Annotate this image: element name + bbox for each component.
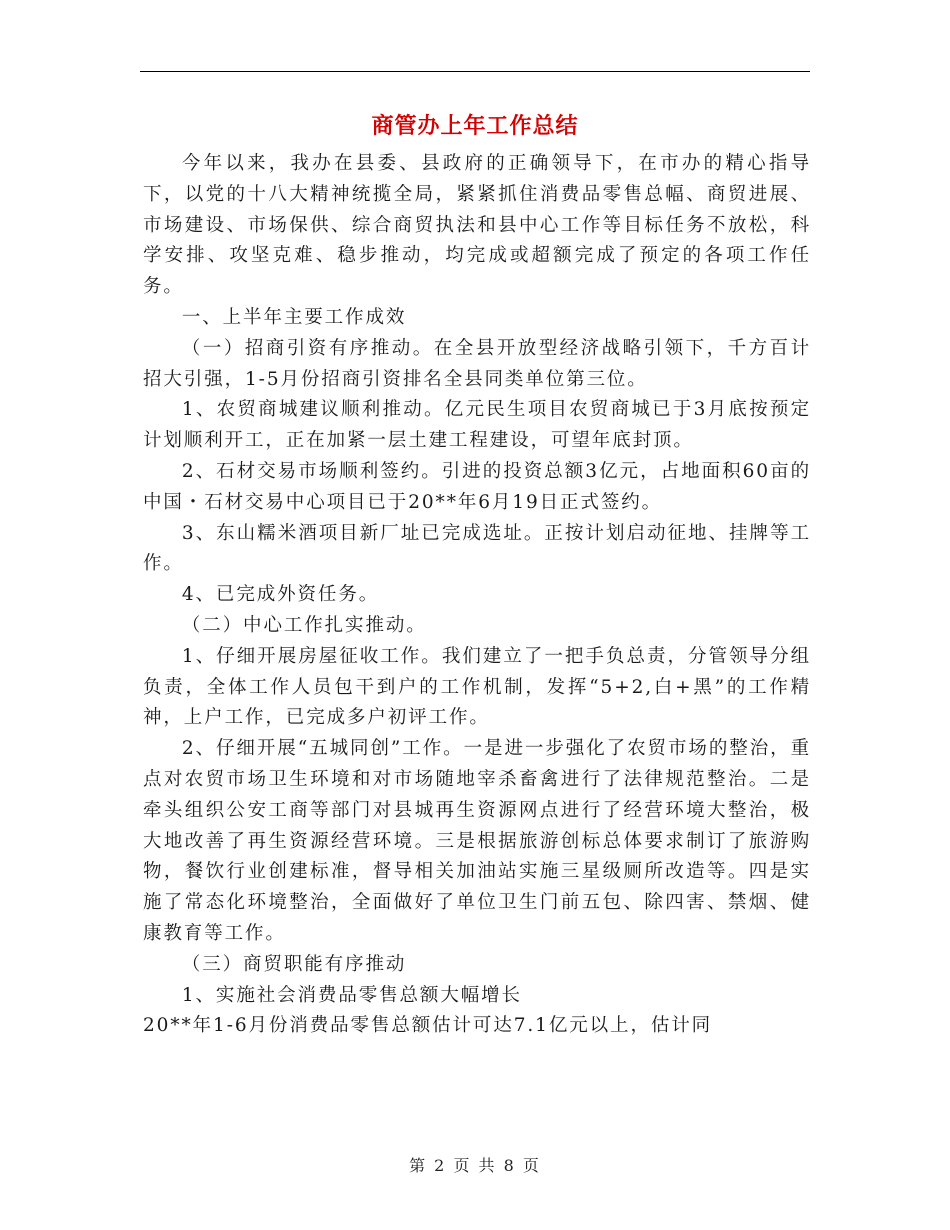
list-item-five-cities: 2、仔细开展“五城同创”工作。一是进一步强化了农贸市场的整治，重点对农贸市场卫生环境和对市场随地宰杀畜禽进行了法律规范整治。二是牵头组织公安工商等部门对县城再生资源网点进行了经营环境大整治，极大地改善了再生资源经营环境。三是根据旅游创标总体要求制订了旅游购物，餐饮行业创建标准，督导相关加油站实施三星级厕所改造等。四是实施了常态化环境整治，全面做好了单位卫生门前五包、除四害、禁烟、健康教育等工作。 <box>143 738 811 944</box>
subsection-heading-commerce: （三）商贸职能有序推动 <box>181 953 407 975</box>
header-rule <box>140 71 810 72</box>
list-item-foreign-capital: 4、已完成外资任务。 <box>181 584 380 606</box>
list-item-housing-expropriation: 1、仔细开展房屋征收工作。我们建立了一把手负总责，分管领导分组负责，全体工作人员包干到户的工作机制，发挥“5+2,白+黑”的工作精神，上户工作，已完成多户初评工作。 <box>143 645 811 729</box>
list-item-agri-mall: 1、农贸商城建议顺利推动。亿元民生项目农贸商城已于3月底按预定计划顺利开工，正在加紧一层土建工程建设，可望年底封顶。 <box>143 399 811 452</box>
page-number-footer: 第 2 页 共 8 页 <box>409 1156 541 1175</box>
section-heading-1: 一、上半年主要工作成效 <box>181 306 407 328</box>
list-item-retail-growth: 1、实施社会消费品零售总额大幅增长 <box>181 984 522 1006</box>
subsection-heading-central-work: （二）中心工作扎实推动。 <box>181 614 427 636</box>
subsection-heading-investment: （一）招商引资有序推动。在全县开放型经济战略引领下，千方百计招大引强，1-5月份招商引资排名全县同类单位第三位。 <box>143 337 811 390</box>
list-item-stone-market: 2、石材交易市场顺利签约。引进的投资总额3亿元，占地面积60亩的中国・石材交易中心项目已于20**年6月19日正式签约。 <box>143 460 811 513</box>
document-body <box>143 149 811 1042</box>
paragraph-intro: 今年以来，我办在县委、县政府的正确领导下，在市办的精心指导下，以党的十八大精神统揽全局，紧紧抓住消费品零售总幅、商贸进展、市场建设、市场保供、综合商贸执法和县中心工作等目标任务不放松，科学安排、攻坚克难、稳步推动，均完成或超额完成了预定的各项工作任务。 <box>143 153 811 298</box>
list-item-rice-wine: 3、东山糯米酒项目新厂址已完成选址。正按计划启动征地、挂牌等工作。 <box>143 522 811 575</box>
paragraph-retail-figures: 20**年1-6月份消费品零售总额估计可达7.1亿元以上，估计同 <box>143 1015 713 1037</box>
document-title: 商管办上年工作总结 <box>371 113 579 139</box>
